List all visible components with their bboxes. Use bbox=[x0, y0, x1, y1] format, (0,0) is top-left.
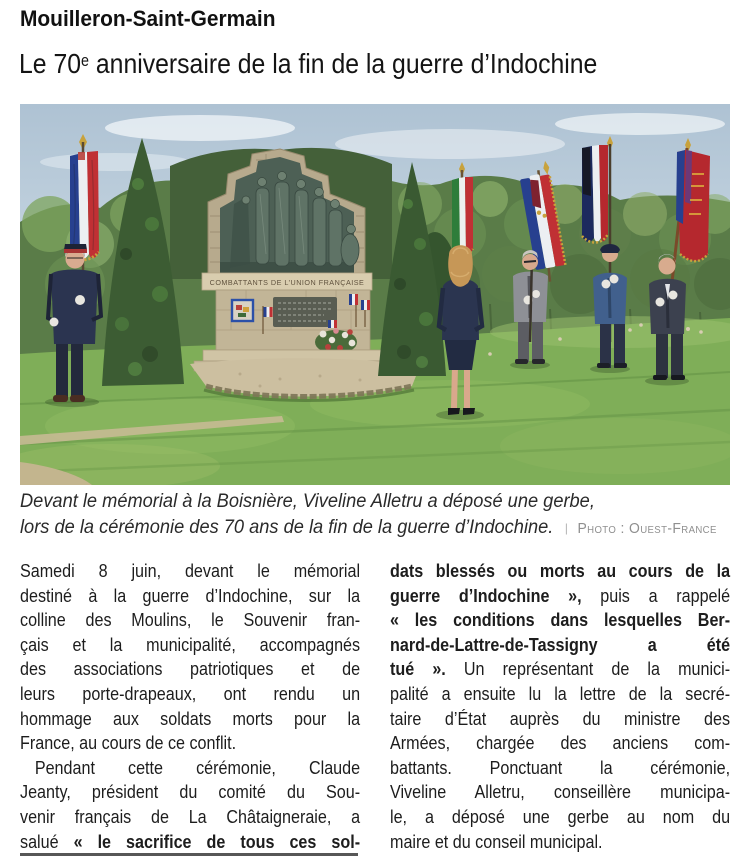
body-text: palité a ensuite lu la lettre de la secré- bbox=[390, 682, 731, 704]
bold-quote-text: « le sacrifice de tous ces sol- bbox=[73, 830, 361, 852]
body-text: Armées, chargée des anciens com- bbox=[390, 732, 731, 754]
body-text: Samedi 8 juin, devant le mémorial bbox=[20, 560, 361, 581]
body-text: Viveline Alletru, conseillère municipa- bbox=[390, 781, 731, 803]
body-text: battants. Ponctuant la cérémonie, bbox=[390, 756, 731, 778]
cropped-next-line bbox=[20, 853, 358, 856]
text-line bbox=[390, 682, 730, 707]
photo-caption bbox=[20, 489, 730, 542]
article-title bbox=[19, 48, 597, 80]
text-line bbox=[390, 805, 730, 830]
text-line bbox=[20, 731, 360, 756]
body-text: maire et du conseil municipal. bbox=[390, 830, 603, 852]
caption-line: Devant le mémorial à la Boisnière, Viveline Alletru a déposé une gerbe, bbox=[20, 491, 595, 512]
body-text: le, a déposé une gerbe au nom du bbox=[390, 805, 731, 827]
body-text: salué bbox=[20, 830, 74, 852]
bold-quote-text: « les conditions dans lesquelles Ber- bbox=[390, 609, 731, 631]
text-line bbox=[20, 608, 360, 633]
text-line bbox=[390, 830, 730, 855]
body-text: çais et la municipalité, accompagnés bbox=[20, 633, 361, 655]
text-line bbox=[390, 584, 730, 609]
text-line bbox=[20, 780, 360, 805]
body-text: venir français de La Châtaigneraie, a bbox=[20, 805, 361, 827]
title-superscript: e bbox=[81, 51, 90, 70]
memorial-inscription: COMBATTANTS DE L’UNION FRANÇAISE bbox=[209, 278, 365, 287]
body-text: hommage aux soldats morts pour la bbox=[20, 707, 361, 729]
title-post: anniversaire de la fin de la guerre d’Indochine bbox=[89, 48, 598, 79]
commemorative-plaque-color bbox=[232, 300, 253, 321]
text-line bbox=[20, 633, 360, 658]
photo-credit: Photo : Ouest-France bbox=[577, 520, 717, 537]
body-text: leurs porte-drapeaux, ont rendu un bbox=[20, 682, 361, 704]
body-text: puis a rappelé bbox=[581, 584, 731, 606]
body-text: destiné à la guerre d’Indochine, sur la bbox=[20, 584, 361, 606]
body-text: Pendant cette cérémonie, Claude bbox=[34, 756, 361, 778]
bold-quote-text: guerre d’Indochine », bbox=[390, 584, 582, 606]
body-text: des associations patriotiques et de bbox=[20, 658, 361, 680]
text-line bbox=[20, 756, 360, 781]
text-line bbox=[20, 584, 360, 609]
article-kicker: Mouilleron-Saint-Germain bbox=[20, 6, 276, 31]
text-line bbox=[20, 805, 360, 830]
memorial-plaque-dark bbox=[273, 297, 337, 327]
article-photo bbox=[20, 104, 730, 485]
credit-separator: | bbox=[564, 520, 568, 535]
body-text: Un représentant de la munici- bbox=[445, 658, 731, 680]
body-column-right bbox=[390, 559, 730, 854]
bold-quote-text: tué ». bbox=[390, 658, 446, 680]
bold-quote-text: nard-de-Lattre-de-Tassigny a été bbox=[390, 633, 731, 655]
body-text: France, au cours de ce conflit. bbox=[20, 732, 237, 754]
body-text: taire d’État auprès du ministre des bbox=[390, 707, 731, 729]
text-line bbox=[390, 657, 730, 682]
text-line bbox=[20, 830, 360, 855]
caption-line bbox=[20, 515, 730, 543]
body-column-left bbox=[20, 559, 360, 854]
text-line bbox=[20, 657, 360, 682]
text-line bbox=[390, 608, 730, 633]
text-line bbox=[390, 780, 730, 805]
caption-text: lors de la cérémonie des 70 ans de la fin de la guerre d’Indochine. bbox=[20, 516, 554, 538]
memorial-base bbox=[216, 290, 370, 354]
title-pre: Le 70 bbox=[19, 48, 82, 79]
text-line bbox=[390, 633, 730, 658]
text-line bbox=[390, 559, 730, 584]
ceremony-photo-illustration bbox=[20, 104, 730, 485]
memorial-lintel bbox=[202, 273, 372, 290]
text-line bbox=[390, 707, 730, 732]
body-text: colline des Moulins, le Souvenir fran- bbox=[20, 609, 361, 631]
article-body bbox=[20, 559, 730, 854]
text-line bbox=[20, 682, 360, 707]
text-line bbox=[20, 559, 360, 584]
text-line bbox=[390, 731, 730, 756]
text-line bbox=[390, 756, 730, 781]
body-text: Jeanty, président du comité du Sou- bbox=[20, 781, 361, 803]
bold-quote-text: dats blessés ou morts au cours de la bbox=[390, 560, 731, 581]
text-line bbox=[20, 707, 360, 732]
